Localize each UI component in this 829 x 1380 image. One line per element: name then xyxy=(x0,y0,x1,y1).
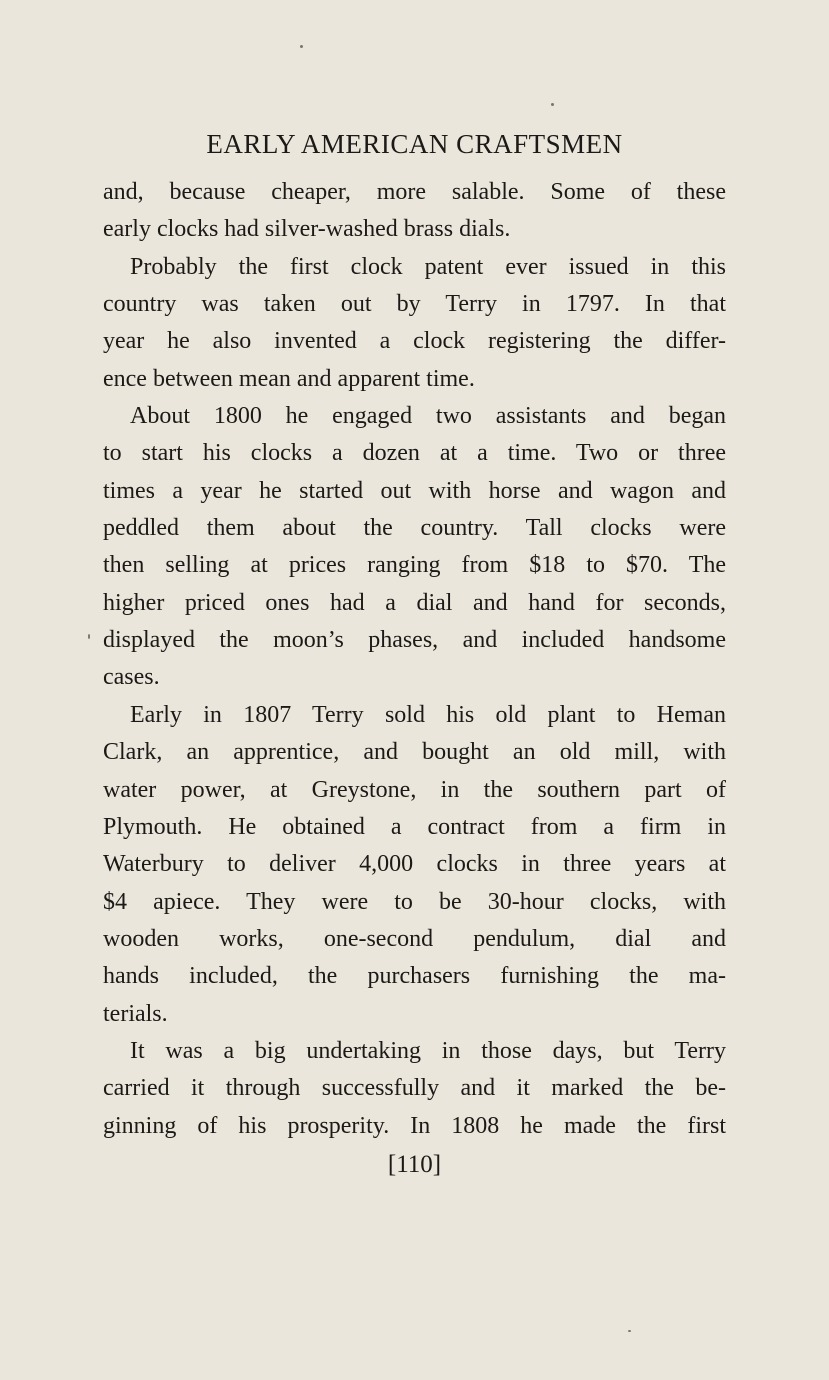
paper-speck xyxy=(551,103,554,106)
text-line: water power, at Greystone, in the southern part of xyxy=(103,776,726,803)
running-head: EARLY AMERICAN CRAFTSMEN xyxy=(206,129,623,159)
text-line: Early in 1807 Terry sold his old plant to Heman xyxy=(130,701,726,728)
text-line: to start his clocks a dozen at a time. Two or three xyxy=(103,440,726,467)
text-line: Plymouth. He obtained a contract from a firm in xyxy=(103,813,726,840)
paper-speck xyxy=(88,634,90,639)
text-line: cases. xyxy=(103,664,160,691)
text-line: Probably the first clock patent ever issued in this xyxy=(130,253,726,280)
text-line: hands included, the purchasers furnishing the ma- xyxy=(103,963,726,990)
text-line: Clark, an apprentice, and bought an old mill, with xyxy=(103,739,726,766)
text-line: ence between mean and apparent time. xyxy=(103,365,475,392)
text-line: higher priced ones had a dial and hand for seconds, xyxy=(103,589,726,616)
text-line: country was taken out by Terry in 1797. In that xyxy=(103,291,726,318)
text-line: displayed the moon’s phases, and included handsome xyxy=(103,627,726,654)
paper-speck xyxy=(628,1330,631,1332)
text-line: terials. xyxy=(103,1000,168,1027)
text-line: then selling at prices ranging from $18 to $70. The xyxy=(103,552,726,579)
text-line: peddled them about the country. Tall clocks were xyxy=(103,515,726,542)
text-line: year he also invented a clock registering the differ- xyxy=(103,328,726,355)
text-line: It was a big undertaking in those days, but Terry xyxy=(130,1037,726,1064)
text-line: About 1800 he engaged two assistants and began xyxy=(130,403,726,430)
page-number: [110] xyxy=(387,1151,442,1178)
text-line: times a year he started out with horse and wagon and xyxy=(103,477,726,504)
text-line: early clocks had silver-washed brass dials. xyxy=(103,216,511,243)
body-text xyxy=(103,174,726,1145)
text-line: ginning of his prosperity. In 1808 he made the first xyxy=(103,1112,726,1139)
text-line: $4 apiece. They were to be 30-hour clocks, with xyxy=(103,888,726,915)
text-line: carried it through successfully and it marked the be- xyxy=(103,1075,726,1102)
text-line: wooden works, one-second pendulum, dial and xyxy=(103,925,726,952)
paper-speck xyxy=(300,45,303,48)
text-line: and, because cheaper, more salable. Some of these xyxy=(103,179,726,205)
text-line: Waterbury to deliver 4,000 clocks in three years at xyxy=(103,851,726,878)
